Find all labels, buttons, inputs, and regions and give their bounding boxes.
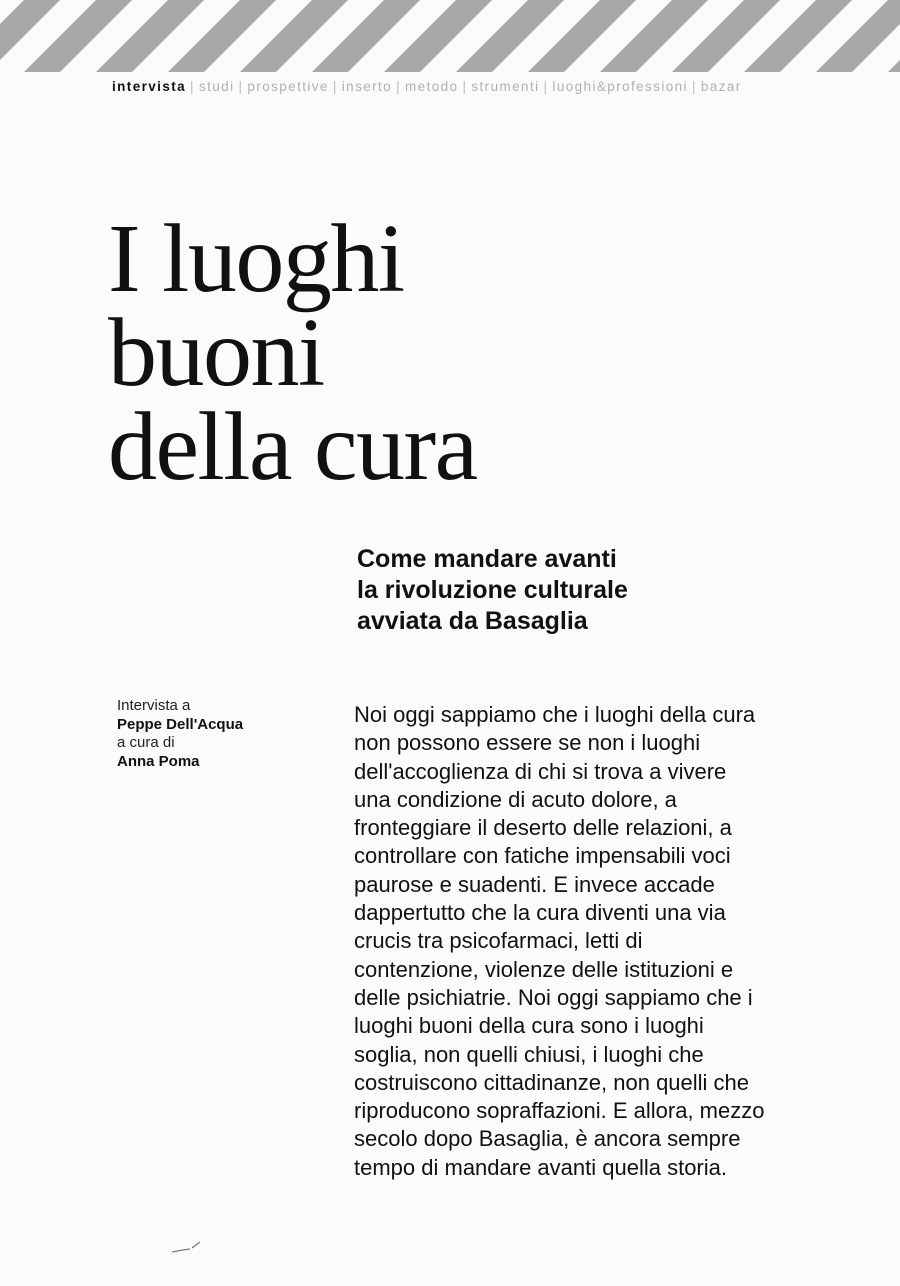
credits-curated-by: a cura di [117, 734, 175, 751]
body-line: crucis tra psicofarmaci, letti di [354, 928, 643, 954]
body-line: fronteggiare il deserto delle relazioni, a [354, 815, 732, 841]
article-subtitle [357, 544, 628, 637]
title-line: I luoghi [108, 205, 404, 313]
nav-item-metodo[interactable]: metodo [405, 79, 459, 94]
body-line: tempo di mandare avanti quella storia. [354, 1154, 727, 1180]
nav-item-inserto[interactable]: inserto [341, 79, 393, 94]
subtitle-line: la rivoluzione culturale [357, 576, 628, 604]
body-line: paurose e suadenti. E invece accade [354, 871, 715, 897]
body-line: soglia, non quelli chiusi, i luoghi che [354, 1041, 704, 1067]
pen-mark-decoration [170, 1238, 210, 1258]
nav-item-bazar[interactable]: bazar [700, 79, 742, 94]
nav-item-prospettive[interactable]: prospettive [247, 79, 329, 94]
body-line: contenzione, violenze delle istituzioni e [354, 956, 734, 982]
credits-intro: Intervista a [117, 697, 191, 714]
nav-separator: | [190, 79, 195, 94]
nav-separator: | [462, 79, 468, 94]
article-title [108, 205, 477, 501]
nav-item-strumenti[interactable]: strumenti [471, 79, 540, 94]
header-stripe-band [0, 0, 900, 72]
subtitle-line: avviata da Basaglia [357, 607, 588, 635]
nav-separator: | [332, 79, 338, 94]
subtitle-line: Come mandare avanti [357, 545, 617, 573]
body-line: luoghi buoni della cura sono i luoghi [354, 1013, 704, 1039]
body-line: costruiscono cittadinanze, non quelli che [354, 1069, 750, 1095]
body-line: dell'accoglienza di chi si trova a vivere [354, 758, 727, 784]
curator-name: Anna Poma [117, 752, 200, 770]
body-line: dappertutto che la cura diventi una via [354, 900, 726, 926]
article-lead-paragraph [354, 701, 814, 1182]
title-line: buoni [108, 299, 324, 407]
body-line: controllare con fatiche impensabili voci [354, 843, 731, 869]
body-line: secolo dopo Basaglia, è ancora sempre [354, 1126, 741, 1152]
article-credits [117, 697, 243, 771]
body-line: delle psichiatrie. Noi oggi sappiamo che i [354, 984, 753, 1010]
section-navigation [112, 79, 742, 94]
nav-separator: | [396, 79, 402, 94]
title-line: della cura [108, 393, 477, 501]
nav-separator: | [543, 79, 549, 94]
interviewee-name: Peppe Dell'Acqua [117, 715, 244, 733]
body-line: una condizione di acuto dolore, a [354, 786, 677, 812]
nav-item-studi[interactable]: studi [198, 79, 235, 94]
nav-separator: | [238, 79, 244, 94]
body-line: Noi oggi sappiamo che i luoghi della cura [354, 702, 756, 727]
nav-item-intervista[interactable]: intervista [112, 79, 187, 94]
nav-item-luoghi-professioni[interactable]: luoghi&professioni [552, 79, 688, 94]
nav-separator: | [691, 79, 697, 94]
diagonal-stripes-decoration [0, 0, 900, 72]
body-line: riproducono sopraffazioni. E allora, mezzo [354, 1098, 765, 1124]
body-line: non possono essere se non i luoghi [354, 730, 701, 756]
